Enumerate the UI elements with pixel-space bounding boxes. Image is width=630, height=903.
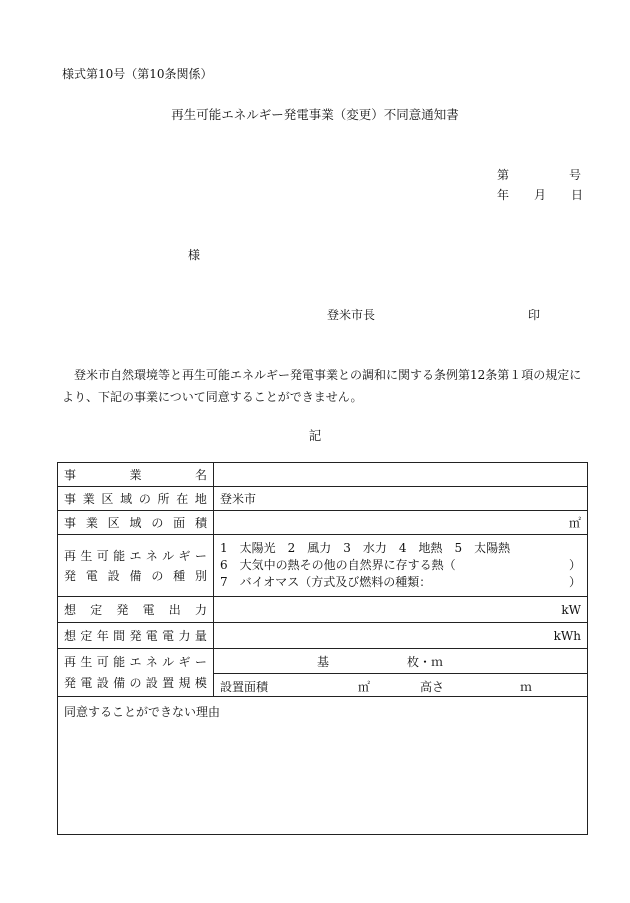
label-char: エ (129, 548, 142, 563)
label-char: ギ (178, 548, 191, 563)
table-row-annual (58, 623, 588, 649)
label-char: 名 (194, 468, 207, 482)
label-char: 別 (194, 568, 207, 583)
label-business-name (58, 463, 214, 487)
label-char: 能 (113, 654, 126, 669)
label-char: 発 (116, 603, 129, 617)
type-option-line-2 (220, 557, 581, 574)
label-char: 積 (194, 516, 207, 530)
label-char: 量 (194, 629, 207, 643)
label-char: 業 (85, 516, 98, 530)
label-char: ル (162, 548, 175, 563)
label-char: 生 (80, 548, 93, 563)
height-label: 高さ (420, 679, 445, 694)
scale-area-height-field[interactable] (214, 673, 587, 696)
label-char: 種 (173, 568, 186, 583)
label-type (58, 535, 214, 597)
label-char: 規 (178, 675, 191, 690)
addressee-honorific: 様 (188, 248, 201, 262)
label-char: 設 (107, 568, 120, 583)
label-char: 電 (142, 603, 155, 617)
business-name-field[interactable] (214, 463, 588, 487)
label-char: の (129, 675, 142, 690)
label-char: 想 (64, 603, 77, 617)
label-char: ル (162, 654, 175, 669)
label-char: 設 (96, 675, 109, 690)
label-chars (64, 490, 207, 507)
label-char: 域 (129, 516, 142, 530)
label-char: 可 (96, 548, 109, 563)
table-row-scale (58, 649, 588, 697)
label-char: の (151, 516, 164, 530)
type-option-text: 1 太陽光 2 風力 3 水力 4 地熱 5 太陽熱 (220, 541, 511, 555)
form-number: 様式第10号（第10条関係） (62, 67, 213, 81)
label-chars (64, 601, 207, 618)
scale-count-field[interactable] (214, 649, 587, 673)
label-char: 出 (168, 603, 181, 617)
label-char: 事 (64, 516, 77, 530)
label-chars (64, 466, 207, 483)
table-row-location (58, 487, 588, 511)
label-char: 区 (107, 516, 120, 530)
area-field[interactable] (214, 511, 588, 535)
label-char: ー (194, 548, 207, 563)
label-area (58, 511, 214, 535)
label-char: 事 (64, 492, 77, 506)
label-location (58, 487, 214, 511)
area-unit: ㎡ (568, 516, 581, 530)
label-char: 事 (64, 468, 77, 482)
output-field[interactable] (214, 597, 588, 623)
label-char: 電 (145, 629, 158, 643)
label-char: 業 (82, 492, 95, 506)
label-char: 模 (194, 675, 207, 690)
label-chars-line1 (64, 546, 207, 566)
label-chars-line2 (64, 566, 207, 586)
table-row-output (58, 597, 588, 623)
label-char: 再 (64, 548, 77, 563)
label-char: 発 (129, 629, 142, 643)
label-annual (58, 623, 214, 649)
label-char: 電 (85, 568, 98, 583)
label-char: 在 (176, 492, 189, 506)
label-chars (64, 514, 207, 531)
label-char: ギ (178, 654, 191, 669)
scale-subtable (214, 649, 587, 696)
annual-unit: kWh (553, 628, 581, 643)
reference-number-prefix: 第 (497, 168, 510, 182)
label-char: 電 (80, 675, 93, 690)
label-char: の (138, 492, 151, 506)
label-char: 備 (129, 568, 142, 583)
issuer-seal-mark: 印 (528, 308, 541, 322)
label-char: ネ (145, 548, 158, 563)
label-char: 再 (64, 654, 77, 669)
label-char: 備 (113, 675, 126, 690)
annual-field[interactable] (214, 623, 588, 649)
type-option-line-3 (220, 574, 581, 591)
label-char: 力 (178, 629, 191, 643)
type-option-text: 7 バイオマス（方式及び燃料の種類： (220, 575, 432, 589)
type-option-line-1 (220, 540, 581, 557)
label-chars-line1 (64, 652, 207, 673)
label-char: 面 (173, 516, 186, 530)
label-char: 定 (90, 603, 103, 617)
date-month-label: 月 (534, 188, 547, 202)
date-day-label: 日 (571, 188, 584, 202)
reference-number-suffix: 号 (569, 168, 582, 182)
table-row-area (58, 511, 588, 535)
label-char: 能 (113, 548, 126, 563)
label-char: ー (194, 654, 207, 669)
mai-unit-label: 枚・ｍ (407, 655, 444, 669)
label-chars (64, 627, 207, 644)
label-char: 設 (145, 675, 158, 690)
body-text: 登米市自然環境等と再生可能エネルギー発電事業との調和に関する条例第12条第１項の規定により、下記の事業について同意することができません。 (62, 368, 582, 404)
ki-heading: 記 (308, 428, 322, 443)
table-row-business-name (58, 463, 588, 487)
type-options[interactable] (214, 535, 588, 597)
label-char: の (151, 568, 164, 583)
label-char: 区 (101, 492, 114, 506)
label-char: エ (129, 654, 142, 669)
label-char: 域 (120, 492, 133, 506)
type-option-text: 6 大気中の熱その他の自然界に存する熱（ (220, 558, 456, 572)
close-paren: ） (568, 558, 581, 572)
date-year-label: 年 (497, 188, 510, 202)
document-title: 再生可能エネルギー発電事業（変更）不同意通知書 (171, 107, 459, 122)
label-char: 年 (96, 629, 109, 643)
reason-label: 同意することができない理由 (64, 705, 221, 719)
area-unit-label: ㎡ (358, 679, 371, 694)
ki-unit-label: 基 (317, 655, 330, 669)
label-chars-line2 (64, 673, 207, 694)
reason-field[interactable] (58, 697, 588, 835)
label-char: 所 (157, 492, 170, 506)
label-char: 間 (113, 629, 126, 643)
label-char: 力 (194, 603, 207, 617)
label-output (58, 597, 214, 623)
label-char: 置 (162, 675, 175, 690)
label-scale (58, 649, 214, 697)
issuer-name: 登米市長 (327, 308, 376, 322)
label-char: ネ (145, 654, 158, 669)
label-char: 可 (96, 654, 109, 669)
label-char: 想 (64, 629, 77, 643)
label-char: 業 (129, 468, 142, 482)
application-table (57, 462, 588, 835)
label-char: 定 (80, 629, 93, 643)
label-char: 発 (64, 675, 77, 690)
location-field[interactable]: 登米市 (214, 487, 588, 511)
area-label: 設置面積 (220, 679, 269, 694)
label-char: 電 (162, 629, 175, 643)
table-row-reason (58, 697, 588, 835)
label-char: 発 (64, 568, 77, 583)
label-char: 地 (194, 492, 207, 506)
label-char: 生 (80, 654, 93, 669)
scale-field (214, 649, 588, 697)
output-unit: kW (561, 602, 581, 617)
height-unit-label: ｍ (520, 679, 533, 694)
close-paren: ） (568, 575, 581, 589)
table-row-type (58, 535, 588, 597)
